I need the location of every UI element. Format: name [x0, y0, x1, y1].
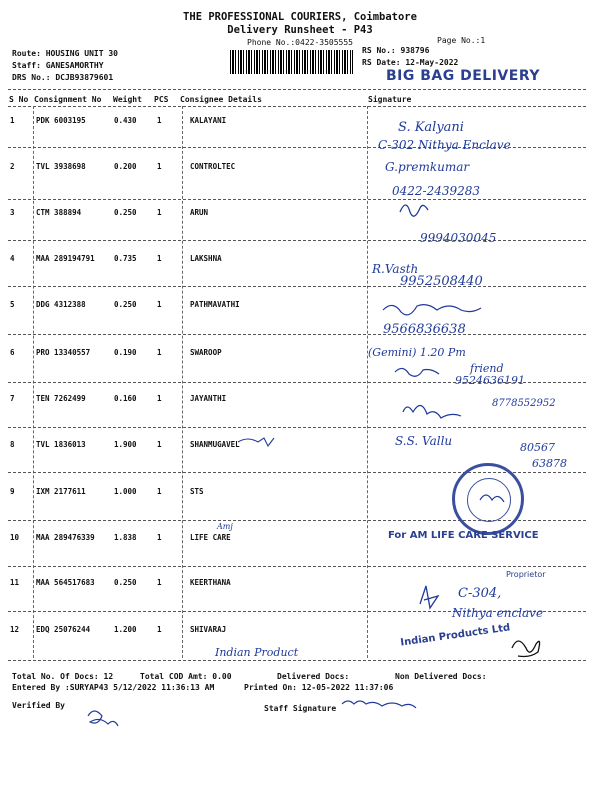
col-consignment: Consignment No — [34, 95, 102, 104]
staff-signature: Staff Signature — [264, 704, 337, 713]
row-consignee: SHIVARAJ — [190, 625, 227, 634]
row-pcs: 1 — [157, 116, 162, 125]
row-sno: 2 — [10, 162, 15, 171]
row-consignee: KALAYANI — [190, 116, 227, 125]
row-pcs: 1 — [157, 254, 162, 263]
row-pcs: 1 — [157, 487, 162, 496]
row-consignment: TVL 1836013 — [36, 440, 86, 449]
col-consignee: Consignee Details — [180, 95, 262, 104]
rs-number: RS No.: 938796 — [362, 46, 430, 55]
row-consignee: SHANMUGAVEL — [190, 440, 240, 449]
row-weight: 0.200 — [114, 162, 137, 171]
row-consignment: MAA 289476339 — [36, 533, 95, 542]
row-consignment: MAA 564517683 — [36, 578, 95, 587]
handwritten-number: 80567 — [520, 441, 555, 454]
scribble-sig-7 — [403, 405, 461, 418]
handwritten-address: Nithya enclave — [452, 606, 544, 620]
row-weight: 0.430 — [114, 116, 137, 125]
non-delivered-docs: Non Delivered Docs: — [395, 672, 487, 681]
row-consignee: ARUN — [190, 208, 209, 217]
row-consignment: MAA 289194791 — [36, 254, 95, 263]
row-consignment: EDQ 25076244 — [36, 625, 91, 634]
handwritten-address: C-302 Nithya Enclave — [378, 138, 511, 152]
row-sno: 10 — [10, 533, 20, 542]
total-cod: Total COD Amt: 0.00 — [140, 672, 232, 681]
row-consignee: PATHMAVATHI — [190, 300, 240, 309]
row-sno: 6 — [10, 348, 15, 357]
row-pcs: 1 — [157, 348, 162, 357]
row-sno: 1 — [10, 116, 15, 125]
entered-by: Entered By :SURYAP43 5/12/2022 11:36:13 AM — [12, 683, 215, 692]
row-consignment: TEN 7262499 — [36, 394, 86, 403]
total-docs: Total No. Of Docs: 12 — [12, 672, 114, 681]
indian-products-stamp: Indian Products Ltd — [399, 622, 511, 649]
handwritten-phone: 0422-2439283 — [392, 184, 481, 198]
row-weight: 1.200 — [114, 625, 137, 634]
row-consignee: KEERTHANA — [190, 578, 231, 587]
row-consignee: CONTROLTEC — [190, 162, 236, 171]
row-weight: 1.000 — [114, 487, 137, 496]
row-pcs: 1 — [157, 533, 162, 542]
scribble-sig-12 — [512, 641, 540, 657]
proprietor-stamp: Proprietor — [506, 570, 546, 579]
row-pcs: 1 — [157, 162, 162, 171]
row-pcs: 1 — [157, 625, 162, 634]
row-weight: 0.190 — [114, 348, 137, 357]
printed-on: Printed On: 12-05-2022 11:37:06 — [244, 683, 394, 692]
row-weight: 0.250 — [114, 208, 137, 217]
row-weight: 0.250 — [114, 300, 137, 309]
row-weight: 1.838 — [114, 533, 137, 542]
scribble-sig-8 — [238, 438, 274, 446]
scribble-sig-5 — [383, 305, 481, 315]
scribble-verified — [88, 711, 118, 726]
handwritten-phone: 8778552952 — [492, 398, 556, 409]
staff: Staff: GANESAMORTHY — [12, 61, 104, 70]
row-sno: 4 — [10, 254, 15, 263]
row-weight: 0.160 — [114, 394, 137, 403]
row-sno: 9 — [10, 487, 15, 496]
row-sno: 8 — [10, 440, 15, 449]
handwritten-signature: S.S. Vallu — [395, 434, 453, 448]
row-sno: 5 — [10, 300, 15, 309]
row-weight: 1.900 — [114, 440, 137, 449]
handwritten-note: Indian Product — [215, 646, 299, 659]
verified-by: Verified By — [12, 701, 65, 710]
scribble-sig-11 — [420, 586, 438, 608]
row-sno: 12 — [10, 625, 20, 634]
row-pcs: 1 — [157, 394, 162, 403]
row-consignment: DDG 4312388 — [36, 300, 86, 309]
row-consignment: CTM 388894 — [36, 208, 82, 217]
handwritten-note: friend — [470, 362, 504, 375]
handwritten-address: C-304, — [458, 586, 502, 601]
row-pcs: 1 — [157, 208, 162, 217]
handwritten-signature: R.Vasth — [372, 262, 419, 276]
row-pcs: 1 — [157, 440, 162, 449]
handwritten-phone: 9994030045 — [420, 231, 497, 245]
col-signature: Signature — [368, 95, 412, 104]
row-consignment: PDK 6003195 — [36, 116, 86, 125]
row-consignee: JAYANTHI — [190, 394, 227, 403]
scribble-sig-3 — [400, 205, 428, 216]
drs-number: DRS No.: DCJB93879601 — [12, 73, 114, 82]
company-seal-icon — [452, 463, 524, 535]
row-pcs: 1 — [157, 578, 162, 587]
col-pcs: PCS — [154, 95, 169, 104]
rs-date: RS Date: 12-May-2022 — [362, 58, 459, 67]
handwritten-signature: S. Kalyani — [398, 120, 464, 135]
row-sno: 3 — [10, 208, 15, 217]
phone-number: Phone No.:0422-3505555 — [247, 38, 353, 47]
col-weight: Weight — [113, 95, 142, 104]
lifecare-stamp: For AM LIFE CARE SERVICE — [388, 530, 539, 541]
row-sno: 11 — [10, 578, 20, 587]
handwritten-phone: 9524636191 — [455, 374, 525, 387]
big-bag-delivery-stamp: BIG BAG DELIVERY — [386, 68, 540, 84]
company-name: THE PROFESSIONAL COURIERS, Coimbatore — [183, 11, 417, 23]
row-consignee: LAKSHNA — [190, 254, 222, 263]
handwritten-phone: 9952508440 — [400, 274, 483, 289]
scribble-sig-6 — [395, 368, 439, 376]
row-weight: 0.735 — [114, 254, 137, 263]
page-number: Page No.:1 — [437, 36, 486, 45]
row-consignment: IXM 2177611 — [36, 487, 86, 496]
row-pcs: 1 — [157, 300, 162, 309]
col-sno: S No — [9, 95, 29, 104]
seal-inner-ring — [467, 478, 511, 522]
handwritten-phone: 9566836638 — [383, 322, 466, 337]
row-sno: 7 — [10, 394, 15, 403]
row-consignment: PRO 13340557 — [36, 348, 91, 357]
row-consignee: LIFE CARE — [190, 533, 231, 542]
handwritten-note: Amj — [217, 522, 233, 531]
handwritten-number: 63878 — [532, 457, 567, 470]
scribble-staff — [342, 701, 416, 708]
row-consignment: TVL 3938698 — [36, 162, 86, 171]
handwritten-name: G.premkumar — [385, 160, 470, 174]
row-weight: 0.250 — [114, 578, 137, 587]
route: Route: HOUSING UNIT 30 — [12, 49, 118, 58]
handwritten-note: (Gemini) 1.20 Pm — [368, 346, 466, 359]
row-consignee: STS — [190, 487, 204, 496]
row-consignee: SWAROOP — [190, 348, 222, 357]
runsheet-title: Delivery Runsheet - P43 — [227, 24, 373, 36]
delivered-docs: Delivered Docs: — [277, 672, 350, 681]
